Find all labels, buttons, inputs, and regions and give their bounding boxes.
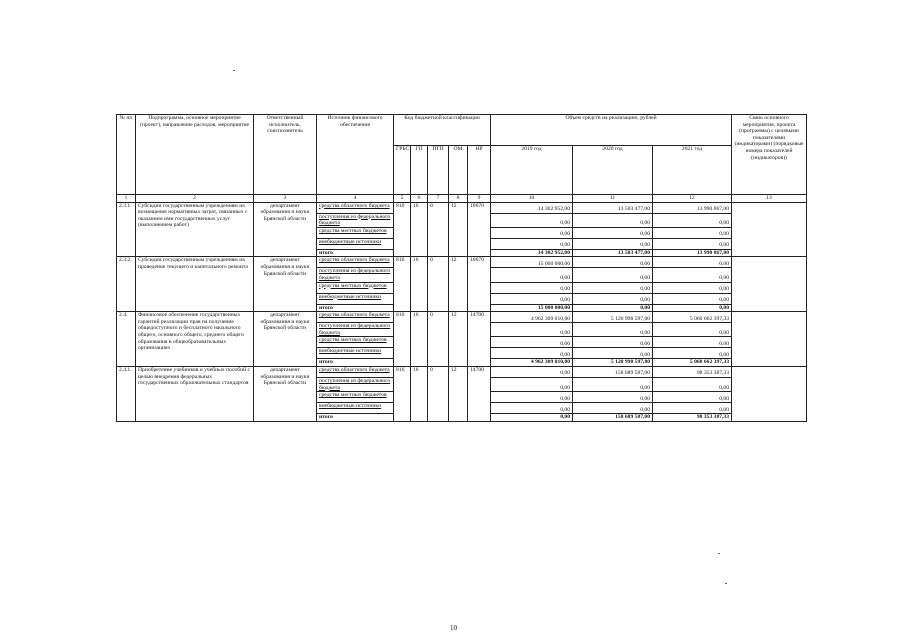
funding-source: средства областного бюджета <box>317 257 394 268</box>
col-number: 11 <box>573 195 653 203</box>
funding-source: внебюджетные источники <box>317 403 394 414</box>
table-row <box>117 312 807 323</box>
budget-code-cell: 16 <box>411 202 428 257</box>
budget-code-cell: 16 <box>411 312 428 367</box>
total-amount-cell: 5 060 662 397,33 <box>653 359 732 367</box>
amount-cell: 0,00 <box>491 323 573 337</box>
amount-cell: 0,00 <box>573 293 653 304</box>
amount-cell: 5 120 998 597,00 <box>573 312 653 323</box>
header-volume: Объем средств на реализацию, рублей <box>491 115 732 146</box>
budget-code-cell: 14700 <box>468 312 491 367</box>
measure-name: Финансовое обеспечение государственных гарантий реализации прав на получение общедоступного и бесплатного начального общего, основного общего, среднего общего образования в общеобразовательных организациях <box>136 312 254 367</box>
amount-cell: 0,00 <box>653 403 732 414</box>
col-number: 3 <box>254 195 317 203</box>
amount-cell: 0,00 <box>573 337 653 348</box>
col-number: 1 <box>117 195 136 203</box>
funding-source: внебюджетные источники <box>317 238 394 249</box>
header-om: ОМ <box>449 146 468 195</box>
table-row <box>117 366 807 377</box>
budget-code-cell: 0 <box>428 202 449 257</box>
amount-cell: 0,00 <box>491 268 573 282</box>
amount-cell: 13 990 867,00 <box>653 202 732 213</box>
amount-cell: 0,00 <box>573 268 653 282</box>
header-source: Источник финансового обеспечения <box>317 115 394 195</box>
measure-name: Субсидии государственным учреждениям на возмещение нормативных затрат, связанных с оказанием ими государственных услуг (выполнением работ) <box>136 202 254 257</box>
responsible-executor: департамент образования и науки Брянской области <box>254 257 317 312</box>
table-row <box>117 257 807 268</box>
amount-cell: 0,00 <box>491 377 573 391</box>
amount-cell: 0,00 <box>653 213 732 227</box>
total-amount-cell: 0,00 <box>653 304 732 312</box>
amount-cell: 0,00 <box>653 337 732 348</box>
funding-source: внебюджетные источники <box>317 293 394 304</box>
indicator-link-cell <box>732 366 807 421</box>
amount-cell: 0,00 <box>491 282 573 293</box>
funding-source: поступления из федерального бюджета <box>317 323 394 337</box>
funding-source: средства местных бюджетов <box>317 282 394 293</box>
amount-cell: 0,00 <box>653 282 732 293</box>
funding-source: средства областного бюджета <box>317 202 394 213</box>
total-amount-cell: 15 000 000,00 <box>491 304 573 312</box>
amount-cell: 0,00 <box>491 337 573 348</box>
table-body <box>117 202 807 421</box>
budget-table-sheet <box>116 114 806 422</box>
total-amount-cell: 0,00 <box>573 304 653 312</box>
table-row <box>117 202 807 213</box>
amount-cell: 0,00 <box>573 238 653 249</box>
amount-cell: 0,00 <box>653 257 732 268</box>
amount-cell: 0,00 <box>573 348 653 359</box>
row-number: 2.4. <box>117 312 136 367</box>
amount-cell: 0,00 <box>653 227 732 238</box>
funding-source: поступления из федерального бюджета <box>317 213 394 227</box>
amount-cell: 0,00 <box>491 366 573 377</box>
total-label: итого <box>317 249 394 257</box>
amount-cell: 0,00 <box>573 213 653 227</box>
row-number: 2.3.2. <box>117 257 136 312</box>
total-amount-cell: 158 689 587,00 <box>573 414 653 422</box>
indicator-link-cell <box>732 312 807 367</box>
amount-cell: 0,00 <box>653 348 732 359</box>
header-2020: 2020 год <box>573 146 653 195</box>
amount-cell: 158 689 587,00 <box>573 366 653 377</box>
amount-cell: 0,00 <box>653 268 732 282</box>
measure-name: Субсидии государственным учреждениям на проведение текущего и капитального ремонта <box>136 257 254 312</box>
header-pgp: ПГП <box>428 146 449 195</box>
scan-speck <box>718 553 720 554</box>
measure-name: Приобретение учебников и учебных пособий с целью внедрения федеральных государственных образовательных стандартов <box>136 366 254 421</box>
funding-source: поступления из федерального бюджета <box>317 268 394 282</box>
amount-cell: 14 302 952,00 <box>491 202 573 213</box>
funding-source: средства местных бюджетов <box>317 337 394 348</box>
total-label: итого <box>317 304 394 312</box>
amount-cell: 0,00 <box>653 323 732 337</box>
funding-source: поступления из федерального бюджета <box>317 377 394 391</box>
col-number: 7 <box>428 195 449 203</box>
budget-code-cell: 816 <box>394 202 411 257</box>
responsible-executor: департамент образования и науки Брянской области <box>254 312 317 367</box>
budget-code-cell: 12 <box>449 366 468 421</box>
amount-cell: 13 503 477,00 <box>573 202 653 213</box>
indicator-link-cell <box>732 257 807 312</box>
budget-code-cell: 14700 <box>468 366 491 421</box>
funding-source: средства областного бюджета <box>317 366 394 377</box>
amount-cell: 0,00 <box>491 293 573 304</box>
amount-cell: 0,00 <box>491 348 573 359</box>
col-number: 5 <box>394 195 411 203</box>
budget-table <box>116 114 807 422</box>
row-number: 2.4.1. <box>117 366 136 421</box>
budget-code-cell: 12 <box>449 202 468 257</box>
col-number: 12 <box>653 195 732 203</box>
amount-cell: 5 060 662 397,33 <box>653 312 732 323</box>
col-number: 9 <box>468 195 491 203</box>
total-amount-cell: 14 302 952,00 <box>491 249 573 257</box>
amount-cell: 15 000 000,00 <box>491 257 573 268</box>
col-number: 10 <box>491 195 573 203</box>
budget-code-cell: 0 <box>428 312 449 367</box>
amount-cell: 0,00 <box>573 282 653 293</box>
total-amount-cell: 13 503 477,00 <box>573 249 653 257</box>
funding-source: средства областного бюджета <box>317 312 394 323</box>
budget-code-cell: 10670 <box>468 257 491 312</box>
funding-source: средства местных бюджетов <box>317 227 394 238</box>
row-number: 2.3.1. <box>117 202 136 257</box>
amount-cell: 98 353 387,33 <box>653 366 732 377</box>
budget-code-cell: 16 <box>411 257 428 312</box>
budget-code-cell: 816 <box>394 366 411 421</box>
total-amount-cell: 13 990 867,00 <box>653 249 732 257</box>
header-subprogram: Подпрограмма, основное мероприятие (проект), направление расходов, мероприятие <box>136 115 254 195</box>
amount-cell: 0,00 <box>653 293 732 304</box>
header-link: Связь основного мероприятия, проекта (программы) с целевыми показателями (индикаторами) (порядковые номера показателей (индикаторов)) <box>732 115 807 195</box>
page-number: 10 <box>450 624 457 632</box>
header-2019: 2019 год <box>491 146 573 195</box>
amount-cell: 0,00 <box>653 392 732 403</box>
amount-cell: 0,00 <box>491 227 573 238</box>
budget-code-cell: 16 <box>411 366 428 421</box>
total-label: итого <box>317 359 394 367</box>
amount-cell: 0,00 <box>653 377 732 391</box>
col-number: 8 <box>449 195 468 203</box>
total-label: итого <box>317 414 394 422</box>
budget-code-cell: 12 <box>449 257 468 312</box>
header-2021: 2021 год <box>653 146 732 195</box>
header-nr: НР <box>468 146 491 195</box>
amount-cell: 0,00 <box>573 392 653 403</box>
amount-cell: 0,00 <box>573 377 653 391</box>
amount-cell: 0,00 <box>491 213 573 227</box>
amount-cell: 4 962 309 010,00 <box>491 312 573 323</box>
header-num: № пп <box>117 115 136 195</box>
budget-code-cell: 10670 <box>468 202 491 257</box>
col-number: 2 <box>136 195 254 203</box>
header-gp: ГП <box>411 146 428 195</box>
budget-code-cell: 0 <box>428 257 449 312</box>
amount-cell: 0,00 <box>573 227 653 238</box>
total-amount-cell: 0,00 <box>491 414 573 422</box>
amount-cell: 0,00 <box>491 238 573 249</box>
col-number: 13 <box>732 195 807 203</box>
funding-source: внебюджетные источники <box>317 348 394 359</box>
responsible-executor: департамент образования и науки Брянской области <box>254 366 317 421</box>
amount-cell: 0,00 <box>491 403 573 414</box>
amount-cell: 0,00 <box>491 392 573 403</box>
scan-speck <box>725 583 727 584</box>
scan-speck <box>233 70 235 71</box>
header-responsible: Ответственный исполнитель, соисполнитель <box>254 115 317 195</box>
col-number: 4 <box>317 195 394 203</box>
amount-cell: 0,00 <box>573 323 653 337</box>
header-grbs: ГРБС <box>394 146 411 195</box>
total-amount-cell: 98 353 387,33 <box>653 414 732 422</box>
budget-code-cell: 816 <box>394 257 411 312</box>
budget-code-cell: 12 <box>449 312 468 367</box>
budget-code-cell: 0 <box>428 366 449 421</box>
header-budget-code: Код бюджетной классификации <box>394 115 491 146</box>
total-amount-cell: 5 120 998 597,00 <box>573 359 653 367</box>
amount-cell: 0,00 <box>573 403 653 414</box>
col-number: 6 <box>411 195 428 203</box>
funding-source: средства местных бюджетов <box>317 392 394 403</box>
indicator-link-cell <box>732 202 807 257</box>
total-amount-cell: 4 962 309 010,00 <box>491 359 573 367</box>
budget-code-cell: 816 <box>394 312 411 367</box>
column-numbers-row <box>117 195 807 203</box>
amount-cell: 0,00 <box>573 257 653 268</box>
responsible-executor: департамент образования и науки Брянской области <box>254 202 317 257</box>
amount-cell: 0,00 <box>653 238 732 249</box>
